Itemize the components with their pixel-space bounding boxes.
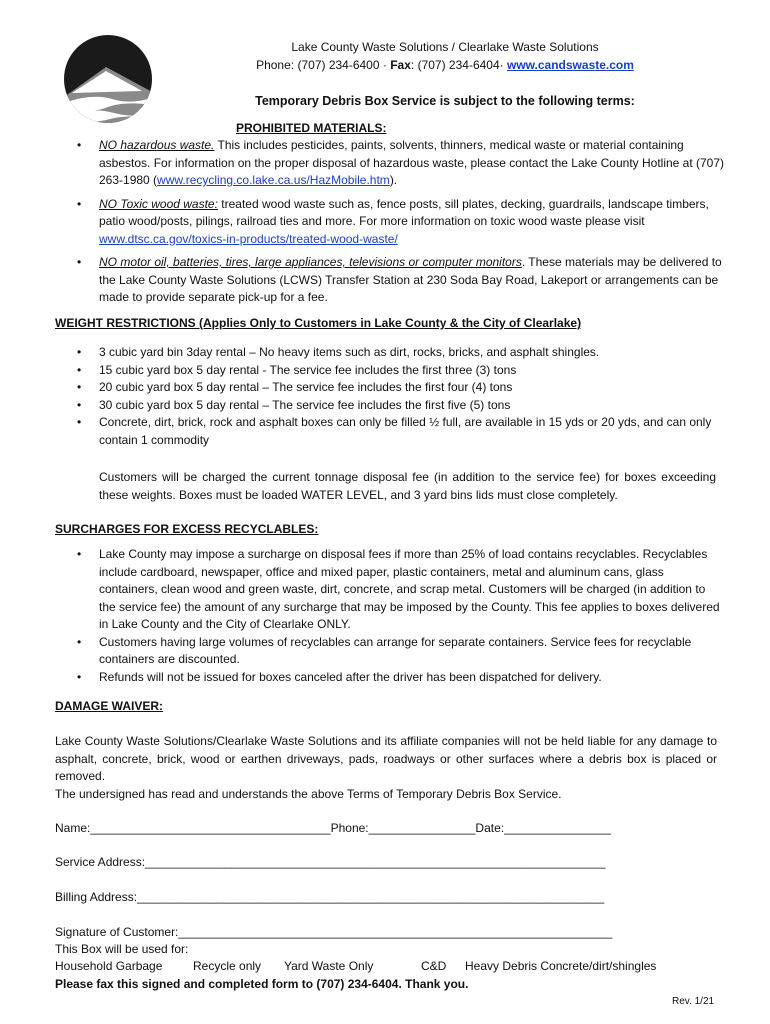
dtsc-link[interactable]: www.dtsc.ca.gov/toxics-in-products/treated-wood-waste/ bbox=[99, 231, 398, 246]
contact-line bbox=[160, 58, 730, 72]
list-item: • 15 cubic yard box 5 day rental - The service fee includes the first three (3) tons bbox=[55, 362, 725, 380]
item-text: . These materials may be delivered to the Lake County Waste Solutions (LCWS) Transfer Station at 230 Soda Bay Road, Lakeport or arrangements can be made to provide separate pick-up for a fee. bbox=[99, 255, 722, 304]
list-item: • Customers having large volumes of recyclables can arrange for separate containers. Service fees for recyclable containers are discounted. bbox=[55, 634, 720, 669]
item-lead: NO motor oil, batteries, tires, large appliances, televisions or computer monitors bbox=[99, 255, 522, 269]
page-title: Temporary Debris Box Service is subject to the following terms: bbox=[255, 94, 635, 108]
phone-label: Phone: bbox=[256, 58, 295, 72]
fax-number: : (707) 234-6404 bbox=[410, 58, 500, 72]
hazmobile-link[interactable]: www.recycling.co.lake.ca.us/HazMobile.htm bbox=[157, 173, 390, 187]
list-item bbox=[55, 254, 725, 307]
fax-instruction: Please fax this signed and completed form to (707) 234-6404. Thank you. bbox=[55, 977, 469, 991]
item-lead: NO hazardous waste. bbox=[99, 138, 215, 152]
fax-label: Fax bbox=[390, 58, 411, 72]
company-logo bbox=[62, 33, 154, 125]
billing-address-field[interactable]: Billing Address:______________________________________________________________________ bbox=[55, 890, 605, 904]
phone-number: (707) 234-6400 bbox=[297, 58, 380, 72]
item-lead: NO Toxic wood waste: bbox=[99, 196, 218, 211]
box-use-label: This Box will be used for: bbox=[55, 942, 189, 956]
list-item: • Refunds will not be issued for boxes canceled after the driver has been dispatched for delivery. bbox=[55, 669, 720, 687]
option-c-and-d[interactable]: C&D bbox=[421, 959, 447, 973]
item-tail: ). bbox=[389, 173, 398, 187]
option-recycle-only[interactable]: Recycle only bbox=[193, 959, 262, 973]
list-item: • Lake County may impose a surcharge on disposal fees if more than 25% of load contains recyclables. Recyclables include cardboard, newspaper, office and mixed paper, plastic containers, metal and aluminum cans, glass containers, clean wood and green waste, dirt, concrete, and scrap metal. Customers will be charged (in addition to the service fee) the amount of any surcharge that may be imposed by the County. This fee applies to boxes delivered in Lake County and the City of Clearlake ONLY. bbox=[55, 546, 720, 634]
item-text: This includes pesticides, paints, solvents, thinners, medical waste or material containing asbestos. For information on the proper disposal of hazardous waste, please contact the Lake County Hotline at (707) 263-1980 ( bbox=[99, 138, 725, 187]
option-heavy-debris[interactable]: Heavy Debris Concrete/dirt/shingles bbox=[465, 959, 657, 973]
acknowledgement: The undersigned has read and understands the above Terms of Temporary Debris Box Service. bbox=[55, 787, 562, 801]
box-use-options bbox=[55, 958, 725, 976]
separator: · bbox=[499, 58, 504, 72]
revision-label: Rev. 1/21 bbox=[672, 996, 715, 1007]
list-item: • 3 cubic yard bin 3day rental – No heavy items such as dirt, rocks, bricks, and asphalt shingles. bbox=[55, 344, 725, 362]
separator: · bbox=[382, 58, 387, 72]
surcharges-heading: SURCHARGES FOR EXCESS RECYCLABLES: bbox=[55, 522, 319, 536]
prohibited-list bbox=[55, 137, 725, 307]
list-item: • 20 cubic yard box 5 day rental – The service fee includes the first four (4) tons bbox=[55, 379, 725, 397]
company-name: Lake County Waste Solutions / Clearlake Waste Solutions bbox=[291, 40, 599, 54]
item-text: treated wood waste such as, fence posts, sill plates, decking, guardrails, landscape timbers, patio wood/posts, pilings, railroad ties and more. For more information on toxic wood waste please visit bbox=[99, 196, 709, 228]
prohibited-heading: PROHIBITED MATERIALS: bbox=[236, 121, 387, 135]
option-household-garbage[interactable]: Household Garbage bbox=[55, 959, 163, 973]
signature-field[interactable]: Signature of Customer:_________________________________________________________________ bbox=[55, 925, 613, 939]
surcharges-list bbox=[55, 546, 720, 686]
list-item: • Concrete, dirt, brick, rock and asphalt boxes can only be filled ½ full, are available in 15 yds or 20 yds, and can only contain 1 commodity bbox=[55, 414, 725, 449]
service-address-field[interactable]: Service Address:_____________________________________________________________________ bbox=[55, 855, 606, 869]
website-link[interactable]: www.candswaste.com bbox=[506, 58, 634, 72]
list-item: • 30 cubic yard box 5 day rental – The service fee includes the first five (5) tons bbox=[55, 397, 725, 415]
damage-heading: DAMAGE WAIVER: bbox=[55, 699, 163, 713]
weight-list bbox=[55, 344, 725, 449]
name-phone-date-field[interactable]: Name:____________________________________Phone:________________Date:________________ bbox=[55, 821, 611, 835]
weight-heading: WEIGHT RESTRICTIONS (Applies Only to Customers in Lake County & the City of Clearlake) bbox=[55, 316, 582, 330]
list-item bbox=[55, 196, 725, 249]
damage-text: Lake County Waste Solutions/Clearlake Waste Solutions and its affiliate companies will not be held liable for any damage to asphalt, concrete, brick, wood or earthen driveways, pads, roadways or other surfaces where a debris box is placed or removed. bbox=[55, 734, 717, 783]
option-yard-waste[interactable]: Yard Waste Only bbox=[284, 959, 374, 973]
weight-note: Customers will be charged the current tonnage disposal fee (in addition to the service fee) for boxes exceeding these weights. Boxes must be loaded WATER LEVEL, and 3 yard bins lids must close completely. bbox=[99, 470, 716, 502]
list-item bbox=[55, 137, 725, 190]
